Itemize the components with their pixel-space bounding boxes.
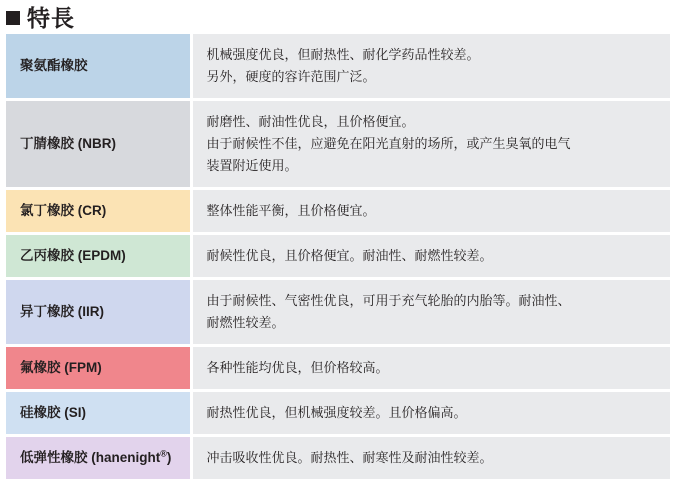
material-cell: 氯丁橡胶 (CR) [6, 189, 191, 234]
table-row [6, 279, 670, 346]
description-line: 耐燃性较差。 [206, 315, 285, 330]
description-line: 机械强度优良，但耐热性、耐化学药品性较差。 [206, 47, 480, 62]
description-line: 由于耐候性、气密性优良，可用于充气轮胎的内胎等。耐油性、 [206, 293, 571, 308]
description-line: 各种性能均优良，但价格较高。 [206, 360, 389, 375]
page-title [0, 0, 677, 34]
description-cell [191, 346, 670, 391]
table-row [6, 391, 670, 436]
description-cell [191, 100, 670, 189]
description-line: 耐热性优良，但机械强度较差。且价格偏高。 [206, 405, 467, 420]
table-row [6, 346, 670, 391]
material-cell: 异丁橡胶 (IIR) [6, 279, 191, 346]
table-row [6, 34, 670, 100]
registered-trademark-icon: ® [160, 448, 167, 459]
material-cell: 氟橡胶 (FPM) [6, 346, 191, 391]
description-line: 整体性能平衡，且价格便宜。 [206, 203, 376, 218]
description-cell [191, 436, 670, 481]
rubber-characteristics-table [6, 34, 670, 482]
description-cell [191, 189, 670, 234]
material-cell [6, 436, 191, 481]
table-row [6, 100, 670, 189]
square-bullet-icon [6, 11, 20, 25]
material-cell: 乙丙橡胶 (EPDM) [6, 234, 191, 279]
description-line: 另外，硬度的容许范围广泛。 [206, 69, 376, 84]
description-cell [191, 279, 670, 346]
description-line: 耐磨性、耐油性优良，且价格便宜。 [206, 114, 415, 129]
description-line: 冲击吸收性优良。耐热性、耐寒性及耐油性较差。 [206, 450, 493, 465]
description-cell [191, 34, 670, 100]
description-line: 耐候性优良，且价格便宜。耐油性、耐燃性较差。 [206, 248, 493, 263]
material-cell: 丁腈橡胶 (NBR) [6, 100, 191, 189]
description-line: 装置附近使用。 [206, 158, 298, 173]
material-cell: 聚氨酯橡胶 [6, 34, 191, 100]
page-title-text: 特長 [27, 4, 75, 31]
material-cell: 硅橡胶 (SI) [6, 391, 191, 436]
material-label: 低弹性橡胶 (hanenight [20, 450, 161, 465]
table-row [6, 234, 670, 279]
description-cell [191, 234, 670, 279]
description-cell [191, 391, 670, 436]
material-label-tail: ) [166, 450, 172, 465]
table-row [6, 189, 670, 234]
table-row [6, 436, 670, 481]
description-line: 由于耐候性不佳，应避免在阳光直射的场所，或产生臭氧的电气 [206, 136, 571, 151]
